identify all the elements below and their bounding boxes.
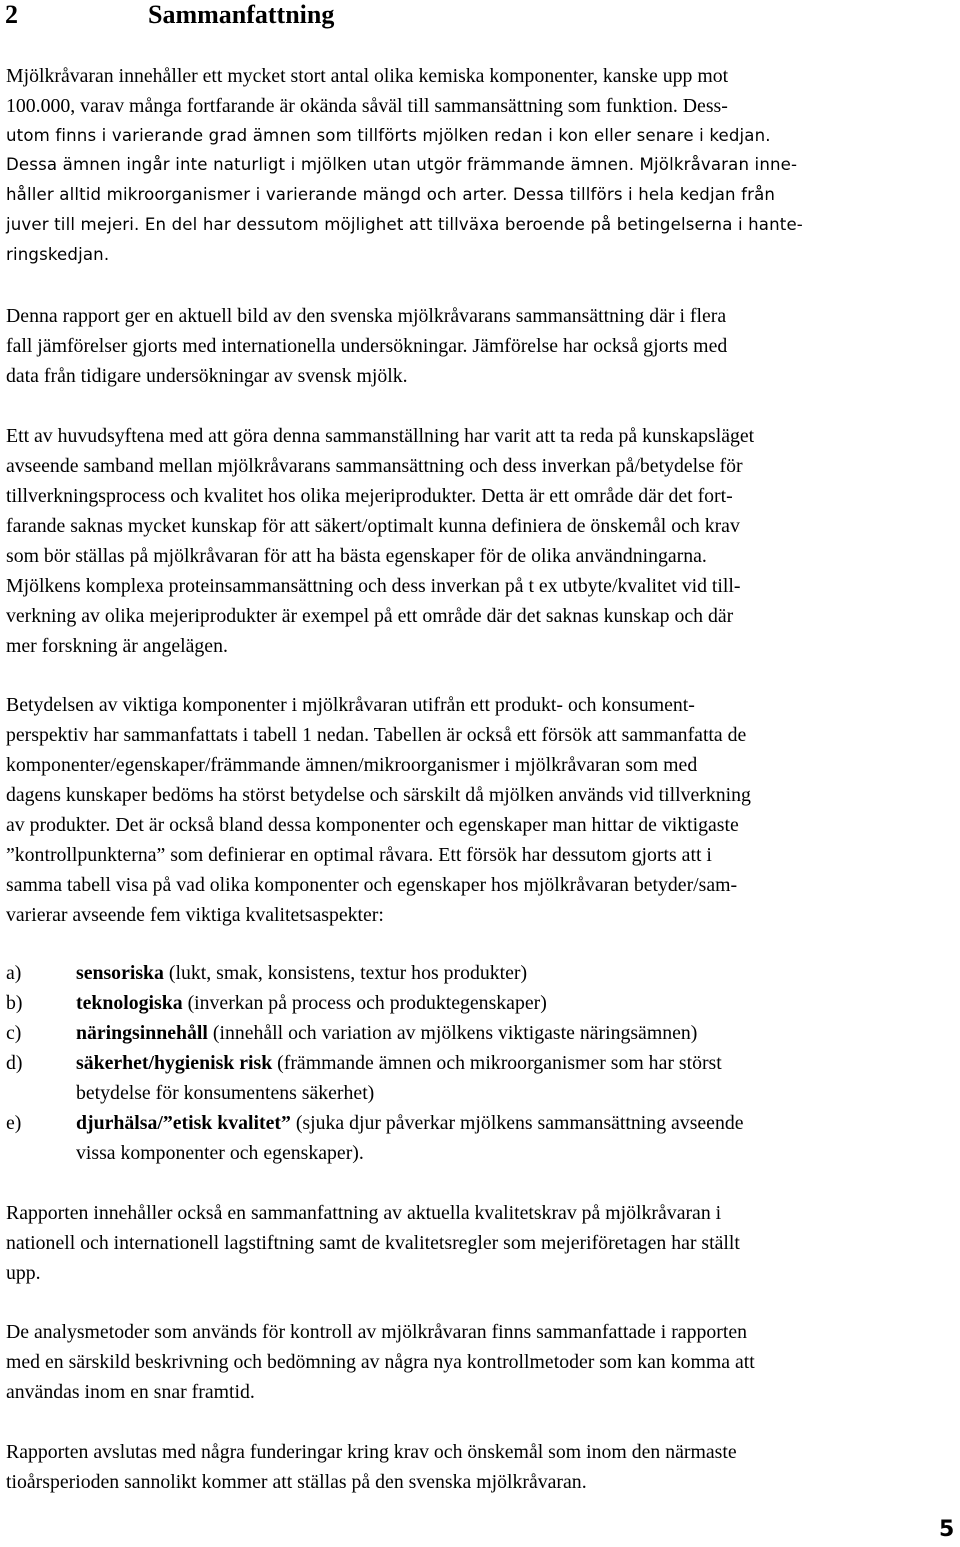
- text-line: dagens kunskaper bedöms ha störst betydelse och särskilt då mjölken används vid tillverkning: [6, 784, 751, 806]
- text-line: samma tabell visa på vad olika komponenter och egenskaper hos mjölkråvaran betyder/sam-: [6, 874, 738, 896]
- text-line: data från tidigare undersökningar av svensk mjölk.: [6, 365, 408, 387]
- section-title: Sammanfattning: [148, 0, 335, 29]
- list-description: (främmande ämnen och mikroorganismer som har störst: [272, 1052, 722, 1074]
- list-description: (innehåll och variation av mjölkens viktigaste näringsämnen): [207, 1022, 698, 1044]
- text-line: av produkter. Det är också bland dessa komponenter och egenskaper man hittar de viktigaste: [6, 814, 739, 836]
- list-term: näringsinnehåll: [76, 1022, 208, 1044]
- page-number: 5: [939, 1517, 955, 1542]
- list-marker: d): [6, 1052, 23, 1074]
- list-term: säkerhet/hygienisk risk: [76, 1052, 273, 1074]
- list-text: [76, 958, 527, 988]
- list-marker: c): [6, 1022, 22, 1044]
- text-line: utom finns i varierande grad ämnen som tillförts mjölken redan i kon eller senare i kedjan.: [6, 126, 771, 145]
- list-continuation: betydelse för konsumentens säkerhet): [76, 1082, 375, 1104]
- text-line: användas inom en snar framtid.: [6, 1381, 255, 1403]
- text-line: mer forskning är angelägen.: [6, 635, 228, 657]
- list-text: [76, 1048, 722, 1078]
- list-term: teknologiska: [76, 992, 183, 1014]
- text-line: komponenter/egenskaper/främmande ämnen/mikroorganismer i mjölkråvaran som med: [6, 754, 698, 776]
- text-line: Dessa ämnen ingår inte naturligt i mjölken utan utgör främmande ämnen. Mjölkråvaran inne-: [6, 155, 798, 174]
- text-line: nationell och internationell lagstiftning samt de kvalitetsregler som mejeriföretagen har ställt: [6, 1232, 740, 1254]
- list-text: [76, 988, 547, 1018]
- text-line: tillverkningsprocess och kvalitet hos olika mejeriprodukter. Detta är ett område där det fort-: [6, 485, 733, 507]
- list-text: [76, 1018, 697, 1048]
- text-line: avseende samband mellan mjölkråvarans sammansättning och dess inverkan på/betydelse för: [6, 455, 743, 477]
- text-line: verkning av olika mejeriprodukter är exempel på ett område där det saknas kunskap och där: [6, 605, 734, 627]
- section-number: 2: [5, 0, 18, 29]
- text-line: upp.: [6, 1262, 41, 1284]
- text-line: som bör ställas på mjölkråvaran för att ha bästa egenskaper för de olika användningarna.: [6, 545, 707, 567]
- text-line: Denna rapport ger en aktuell bild av den svenska mjölkråvarans sammansättning där i flera: [6, 305, 727, 327]
- text-line: varierar avseende fem viktiga kvalitetsaspekter:: [6, 904, 384, 926]
- text-line: juver till mejeri. En del har dessutom möjlighet att tillväxa beroende på betingelserna i hante-: [6, 215, 803, 234]
- section-heading: [5, 0, 334, 32]
- text-line: perspektiv har sammanfattats i tabell 1 nedan. Tabellen är också ett försök att sammanfatta de: [6, 724, 747, 746]
- list-description: (lukt, smak, konsistens, textur hos produkter): [163, 962, 528, 984]
- list-marker: b): [6, 992, 23, 1014]
- text-line: Rapporten avslutas med några funderingar kring krav och önskemål som inom den närmaste: [6, 1441, 737, 1463]
- text-line: tioårsperioden sannolikt kommer att ställas på den svenska mjölkråvaran.: [6, 1471, 587, 1493]
- text-line: De analysmetoder som används för kontroll av mjölkråvaran finns sammanfattade i rapporten: [6, 1321, 748, 1343]
- text-line: Rapporten innehåller också en sammanfattning av aktuella kvalitetskrav på mjölkråvaran i: [6, 1202, 722, 1224]
- text-line: Betydelsen av viktiga komponenter i mjölkråvaran utifrån ett produkt- och konsument-: [6, 694, 695, 716]
- text-line: håller alltid mikroorganismer i varierande mängd och arter. Dessa tillförs i hela kedjan från: [6, 185, 776, 204]
- text-line: med en särskild beskrivning och bedömning av några nya kontrollmetoder som kan komma att: [6, 1351, 755, 1373]
- text-line: 100.000, varav många fortfarande är okända såväl till sammansättning som funktion. Dess-: [6, 95, 728, 117]
- list-term: sensoriska: [76, 962, 164, 984]
- list-marker: e): [6, 1112, 22, 1134]
- list-description: (sjuka djur påverkar mjölkens sammansättning avseende: [290, 1112, 744, 1134]
- text-line: Mjölkråvaran innehåller ett mycket stort antal olika kemiska komponenter, kanske upp mot: [6, 65, 729, 87]
- list-term: djurhälsa/”etisk kvalitet”: [76, 1112, 291, 1134]
- list-continuation: vissa komponenter och egenskaper).: [76, 1142, 364, 1164]
- text-line: Ett av huvudsyftena med att göra denna sammanställning har varit att ta reda på kunskapsläget: [6, 425, 755, 447]
- text-line: Mjölkens komplexa proteinsammansättning och dess inverkan på t ex utbyte/kvalitet vid till-: [6, 575, 741, 597]
- list-description: (inverkan på process och produktegenskaper): [182, 992, 547, 1014]
- text-line: farande saknas mycket kunskap för att säkert/optimalt kunna definiera de önskemål och krav: [6, 515, 740, 537]
- list-marker: a): [6, 962, 22, 984]
- text-line: ”kontrollpunkterna” som definierar en optimal råvara. Ett försök har dessutom gjorts att i: [6, 844, 712, 866]
- text-line: fall jämförelser gjorts med internationella undersökningar. Jämförelse har också gjorts med: [6, 335, 728, 357]
- text-line: ringskedjan.: [6, 245, 110, 264]
- list-text: [76, 1108, 744, 1138]
